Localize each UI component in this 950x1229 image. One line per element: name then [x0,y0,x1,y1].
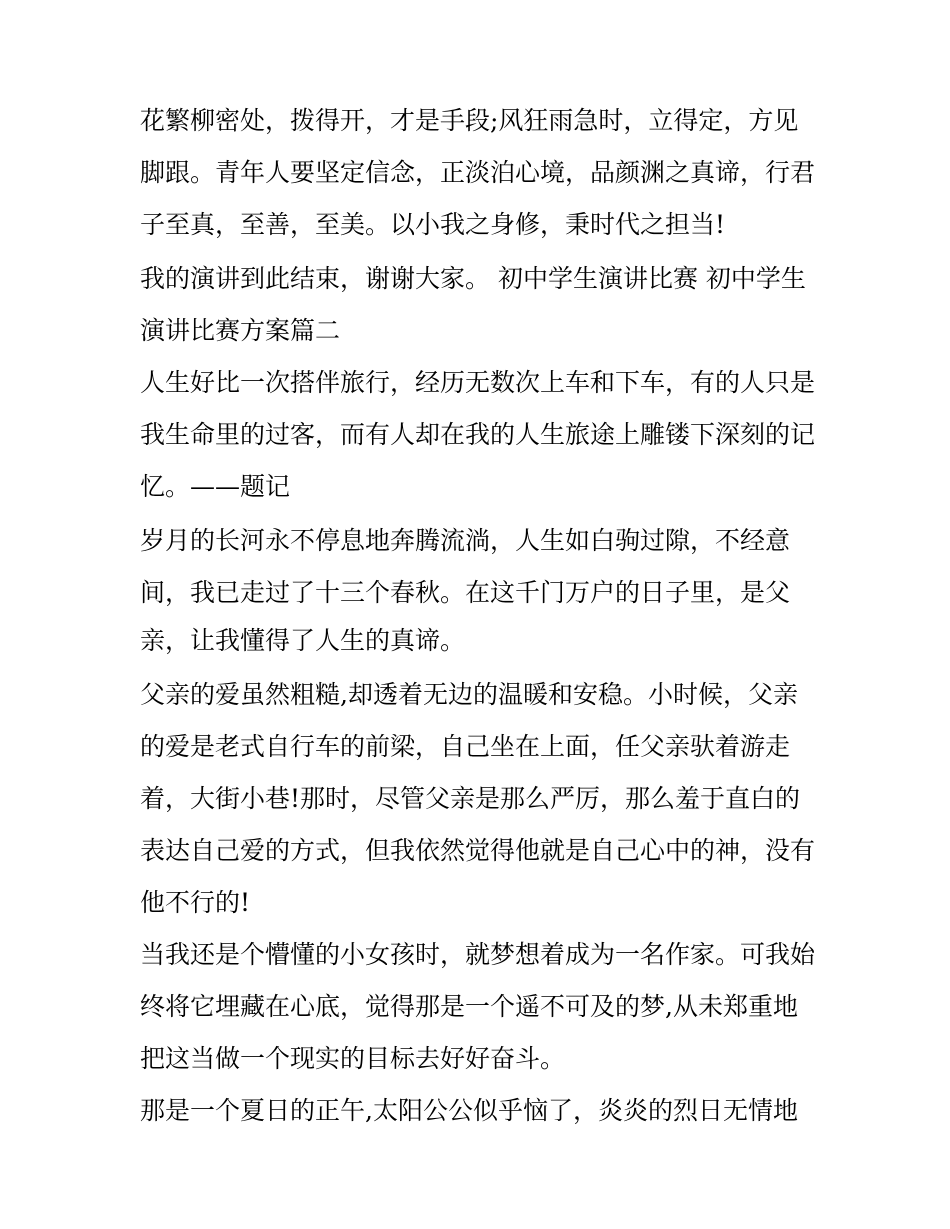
text-line: 我的演讲到此结束，谢谢大家。 初中学生演讲比赛 初中学生 [140,264,806,293]
text-line: 演讲比赛方案篇二 [140,316,341,345]
text-line: 脚跟。青年人要坚定信念，正淡泊心境，品颜渊之真谛，行君 [140,158,816,187]
text-line: 那是一个夏日的正午,太阳公公似乎恼了，炎炎的烈日无情地 [140,1096,798,1125]
text-line: 的爱是老式自行车的前梁，自己坐在上面，任父亲驮着游走 [140,732,791,761]
text-line: 当我还是个懵懂的小女孩时，就梦想着成为一名作家。可我始 [140,940,816,969]
text-line: 把这当做一个现实的目标去好好奋斗。 [140,1044,566,1073]
text-line: 忆。——题记 [140,472,291,501]
text-line: 我生命里的过客，而有人却在我的人生旅途上雕镂下深刻的记 [140,420,816,449]
text-line: 终将它埋藏在心底，觉得那是一个遥不可及的梦,从未郑重地 [140,992,798,1021]
text-line: 表达自己爱的方式，但我依然觉得他就是自己心中的神，没有 [140,836,816,865]
text-line: 岁月的长河永不停息地奔腾流淌，人生如白驹过隙，不经意 [140,526,791,555]
text-line: 间，我已走过了十三个春秋。在这千门万户的日子里，是父 [140,578,791,607]
text-line: 他不行的! [140,888,251,917]
text-line: 着，大街小巷!那时，尽管父亲是那么严厉，那么羞于直白的 [140,784,801,813]
text-line: 人生好比一次搭伴旅行，经历无数次上车和下车，有的人只是 [140,368,816,397]
text-line: 父亲的爱虽然粗糙,却透着无边的温暖和安稳。小时候，父亲 [140,680,798,709]
text-line: 亲，让我懂得了人生的真谛。 [140,626,466,655]
text-line: 子至真，至善，至美。以小我之身修，秉时代之担当! [140,210,726,239]
text-line: 花繁柳密处，拨得开，才是手段;风狂雨急时，立得定，方见 [140,106,799,135]
